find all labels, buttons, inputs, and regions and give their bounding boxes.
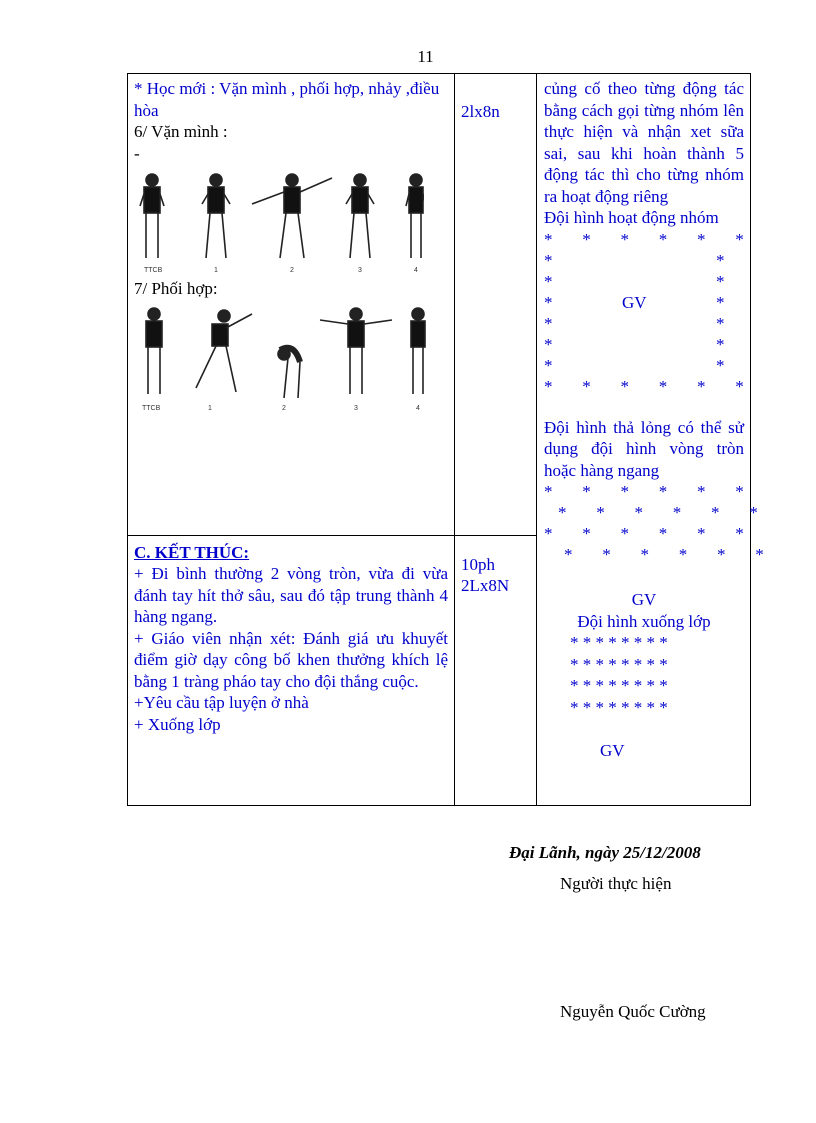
lesson-table [127,73,764,806]
figure-2 [252,174,332,258]
dose-3: 2Lx8N [461,576,510,596]
figure-3 [346,174,374,258]
page-number: 11 [417,47,434,66]
dose-2: 10ph [461,554,495,574]
section-7-title: 7/ Phối hợp: [134,279,218,298]
footer-role: Người thực hiện [560,874,672,893]
relax-formation-grid: * * * * * * * * * * * * * * * * * * * * * * * * [544,482,764,564]
gv-label-3: GV [600,741,625,760]
figure-ttcb [140,174,164,258]
fig1-label-1: 1 [214,267,218,274]
intro-text: * Học mới : Vặn mình , phối hợp, nhảy ,điều hòa [134,79,440,120]
fig1-label-3: 3 [358,267,362,274]
exercise-figure-twist [134,166,424,276]
dose-cell-end [455,535,537,805]
group-formation-grid: * * * * * * * * * * * GV * * * * * * * * * * * * * [544,229,744,396]
exercise-figure-coordination [134,302,434,414]
dismiss-formation-title: Đội hình xuống lớp [577,611,711,631]
dash: - [134,143,140,163]
end-item-3: +Yêu cầu tập luyện ở nhà [134,693,309,713]
dose-cell-top [455,74,537,536]
gv-label-1: GV [622,292,647,312]
end-item-4: + Xuống lớp [134,714,221,734]
fig2-label-2: 2 [282,404,286,412]
method-cell [537,74,764,806]
section-6-title: 6/ Vặn mình : [134,122,228,141]
fig1-label-0: TTCB [144,267,163,274]
relax-formation-text: Đội hình thả lỏng có thể sử dụng đội hình vòng tròn hoặc hàng ngang [544,417,744,480]
fig1-label-4: 4 [414,267,418,274]
group-formation-title: Đội hình hoạt động nhóm [544,208,719,227]
end-item-1: + Đi bình thường 2 vòng tròn, vừa đi vừa đánh tay hít thở sâu, sau đó tập trung thành 4 hàng ngang. [134,564,448,627]
fig1-label-2: 2 [290,267,294,274]
figure-1 [202,174,230,258]
dose-1: 2lx8n [461,102,500,121]
figure-4 [406,174,424,258]
dismiss-row-1: * * * * * * * * [570,633,668,652]
fig2-label-3: 3 [354,404,358,412]
end-item-2: + Giáo viên nhận xét: Đánh giá ưu khuyết điểm giờ dạy công bố khen thưởng khích lệ bằng 1 tràng pháo tay cho đội thắng cuộc. [134,628,448,691]
end-heading: C. KẾT THÚC: [134,542,250,562]
footer-date: Đại Lãnh, ngày 25/12/2008 [509,843,701,862]
gv-label-2: GV [631,590,657,609]
dismiss-row-3: * * * * * * * * [570,676,668,695]
fig2-label-1: 1 [208,404,212,412]
fig2-label-4: 4 [416,404,420,412]
footer-name: Nguyễn Quốc Cường [560,1002,706,1021]
content-cell-end [128,535,455,805]
method-text: củng cố theo từng động tác bằng cách gọi từng nhóm lên thực hiện và nhận xet sữa sai, sau khi hoàn thành 5 động tác thì cho từng nhóm ra hoạt động riêng [544,79,744,206]
dismiss-row-2: * * * * * * * * [570,654,668,674]
dismiss-row-4: * * * * * * * * [570,697,668,717]
content-cell-top [128,74,455,536]
fig2-label-0: TTCB [142,404,161,412]
